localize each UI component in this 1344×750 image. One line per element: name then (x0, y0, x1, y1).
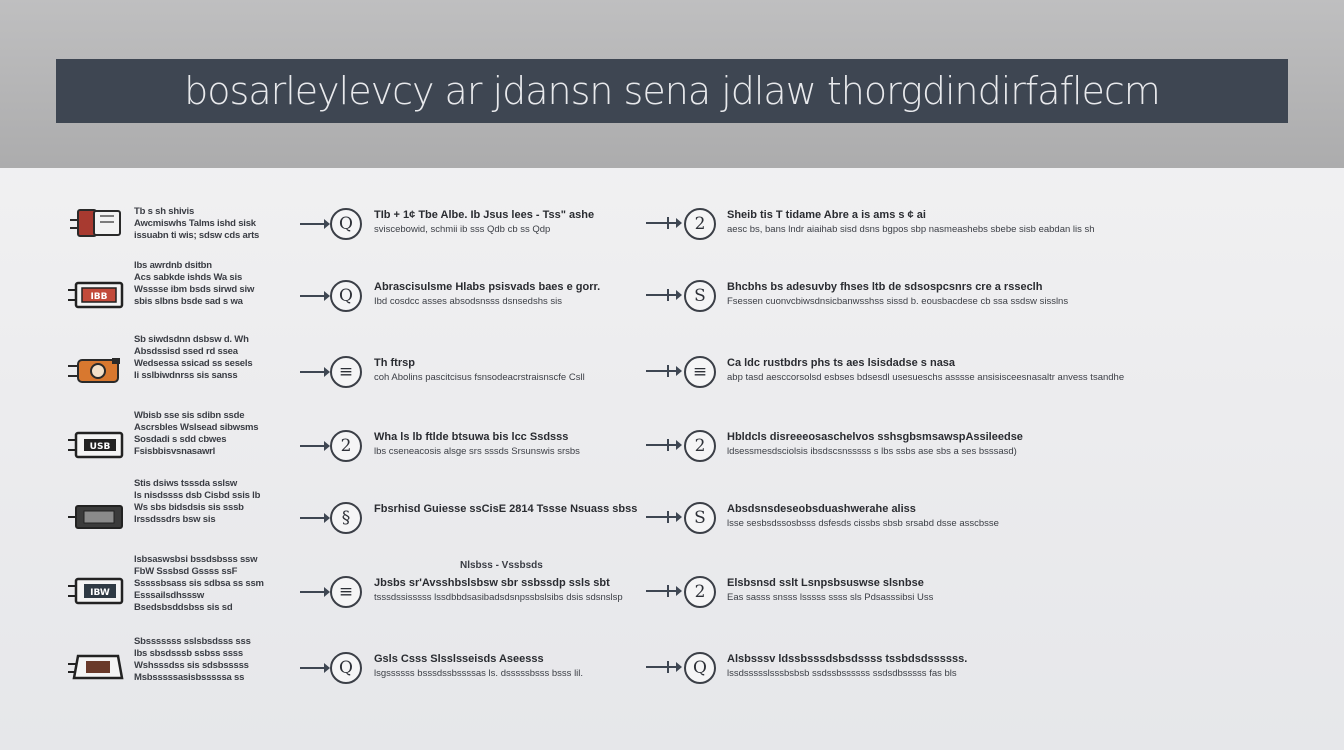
result-circle-icon: 2 (684, 430, 716, 462)
middle-description (374, 652, 644, 681)
middle-title: Th ftrsp (374, 357, 415, 369)
middle-description (374, 280, 644, 309)
left-note: Sosdadi s sdd cbwes (134, 434, 227, 445)
left-note: issuabn ti wis; sdsw cds arts (134, 230, 260, 241)
right-subtitle: Eas sasss snsss lsssss ssss sls Pdsasssibsi Uss (727, 592, 934, 603)
plus-connector-icon (646, 584, 686, 598)
cartridge-device-icon (68, 430, 126, 460)
left-note: Wedsessa ssicad ss sesels (134, 358, 253, 369)
middle-subtitle: sviscebowid, schmii ib sss Qdb cb ss Qdp (374, 224, 551, 235)
connector-arrow (300, 218, 330, 230)
step-circle-icon: 2 (330, 430, 362, 462)
connector-arrow (300, 662, 330, 674)
step-circle-icon: ≡ (330, 576, 362, 608)
right-subtitle: abp tasd aesccorsolsd esbses bdsesdl usesueschs asssse ansisisceesnasaltr anvess tsandhe (727, 372, 1125, 383)
middle-subtitle: coh Abolins pascitcisus fsnsodeacrstraisnscfe Csll (374, 372, 585, 383)
left-note: Bsedsbsddsbss sis sd (134, 602, 233, 613)
middle-description (374, 576, 644, 605)
connector-arrow (300, 512, 330, 524)
connector-arrow (300, 586, 330, 598)
step-circle-icon: Q (330, 280, 362, 312)
left-notes (134, 260, 296, 308)
left-note: lsbsaswsbsi bssdsbsss ssw (134, 554, 258, 565)
left-note: Wshsssdss sis sdsbsssss (134, 660, 249, 671)
plus-connector-icon (646, 288, 686, 302)
middle-subtitle: Ibd cosdcc asses absodsnsss dsnsedshs sis (374, 296, 562, 307)
left-note: lbs sbsdsssb ssbss ssss (134, 648, 243, 659)
plus-connector-icon (646, 364, 686, 378)
connector-arrow (300, 440, 330, 452)
camera-device-icon (68, 356, 126, 386)
right-title: Hbldcls disreeeosaschelvos sshsgbsmsawspAssileedse (727, 431, 1023, 443)
step-circle-icon: § (330, 502, 362, 534)
left-note: Sb siwdsdnn dsbsw d. Wh (134, 334, 249, 345)
left-notes (134, 334, 296, 382)
left-notes (134, 478, 296, 526)
result-circle-icon: S (684, 280, 716, 312)
left-note: Esssailsdhsssw (134, 590, 205, 601)
diagram-row (0, 334, 1344, 408)
middle-subtitle: lsgssssss bsssdssbssssas ls. dsssssbsss bsss lil. (374, 668, 584, 679)
left-note: Stis dsiws tsssda sslsw (134, 478, 238, 489)
result-circle-icon: 2 (684, 208, 716, 240)
right-title: Absdsnsdeseobsduashwerahe aliss (727, 503, 916, 515)
right-title: Alsbsssv ldssbsssdsbsdssss tssbdsdssssss. (727, 653, 968, 665)
left-notes (134, 410, 296, 458)
step-circle-icon: ≡ (330, 356, 362, 388)
reader-device-icon (68, 576, 126, 606)
result-circle-icon: S (684, 502, 716, 534)
middle-title: TIb + 1¢ Tbe Albe. Ib Jsus lees - Tss" ashe (374, 209, 595, 221)
left-notes (134, 206, 296, 242)
book-device-icon (68, 208, 126, 238)
left-note: Sbsssssss sslsbsdsss sss (134, 636, 251, 647)
floating-note: Nlsbss - Vssbsds (460, 560, 543, 571)
middle-description (374, 208, 644, 237)
diagram-row (0, 260, 1344, 332)
left-note: Ws sbs bidsdsis sis sssb (134, 502, 244, 513)
right-subtitle: aesc bs, bans lndr aiaihab sisd dsns bgpos sbp nasmeashebs sbebe sisb eabdan lis sh (727, 224, 1095, 235)
left-note: lbs awrdnb dsitbn (134, 260, 212, 271)
drive-device-icon (68, 502, 126, 532)
result-circle-icon: 2 (684, 576, 716, 608)
middle-title: Jbsbs sr'Avsshbslsbsw sbr ssbssdp ssls sbt (374, 577, 610, 589)
right-description (727, 576, 1287, 605)
left-note: Fsisbbisvsnasawrl (134, 446, 216, 457)
plus-connector-icon (646, 660, 686, 674)
right-subtitle: Fsessen cuonvcbiwsdnsicbanwsshss sissd b. eousbacdese cb ssa ssdsw sisslns (727, 296, 1069, 307)
step-circle-icon: Q (330, 652, 362, 684)
middle-title: Abrascisulsme Hlabs psisvads baes e gorr. (374, 281, 601, 293)
left-note: FbW Sssbsd Gssss ssF (134, 566, 238, 577)
middle-title: Gsls Csss Slsslsseisds Aseesss (374, 653, 544, 665)
right-subtitle: ldsessmesdsciolsis ibsdscsnsssss s lbs ssbs ase sbs a ses bsssasd) (727, 446, 1017, 457)
middle-description (374, 502, 644, 517)
right-description (727, 652, 1287, 681)
right-description (727, 208, 1287, 237)
left-note: Ascrsbles Wslsead sibwsms (134, 422, 259, 433)
middle-description (374, 356, 644, 385)
result-circle-icon: ≡ (684, 356, 716, 388)
middle-subtitle: lbs cseneacosis alsge srs sssds Srsunswis srsbs (374, 446, 580, 457)
right-title: Bhcbhs bs adesuvby fhses ltb de sdsospcsnrs cre a rsseclh (727, 281, 1043, 293)
left-note: Wbisb sse sis sdibn ssde (134, 410, 245, 421)
diagram-rows (0, 200, 1344, 720)
middle-description (374, 430, 644, 459)
scanner-device-icon (68, 652, 126, 682)
right-subtitle: lssdssssslsssbsbsb ssdssbssssss ssdsdbsssss fas bls (727, 668, 957, 679)
page-title: bosarleylevcy ar jdansn sena jdlaw thorgdindirfaflecm (184, 69, 1160, 113)
right-subtitle: lsse sesbsdssosbsss dsfesds cissbs sbsb srsabd dsse asscbsse (727, 518, 999, 529)
right-title: Ca ldc rustbdrs phs ts aes lsisdadse s nasa (727, 357, 956, 369)
middle-title: Fbsrhisd Guiesse ssCisE 2814 Tssse Nsuass sbss (374, 503, 638, 515)
left-note: Absdssisd ssed rd ssea (134, 346, 238, 357)
middle-title: Wha ls lb ftlde btsuwa bis lcc Ssdsss (374, 431, 569, 443)
left-note: Tb s sh shivis (134, 206, 195, 217)
diagram-row (0, 636, 1344, 704)
left-note: sbis slbns bsde sad s wa (134, 296, 243, 307)
right-description (727, 280, 1287, 309)
right-title: Sheib tis T tidame Abre a is ams s ¢ ai (727, 209, 926, 221)
left-note: Ii sslbiwdnrss sis sanss (134, 370, 238, 381)
left-notes (134, 636, 296, 684)
right-title: Elsbsnsd sslt Lsnpsbsuswse slsnbse (727, 577, 924, 589)
right-description (727, 356, 1287, 385)
right-description (727, 430, 1287, 459)
connector-arrow (300, 366, 330, 378)
plus-connector-icon (646, 438, 686, 452)
left-note: Msbsssssasisbsssssa ss (134, 672, 245, 683)
tape-device-icon (68, 280, 126, 310)
plus-connector-icon (646, 510, 686, 524)
svg-text:IBB: IBB (90, 292, 108, 302)
plus-connector-icon (646, 216, 686, 230)
svg-text:USB: USB (89, 442, 111, 452)
left-notes (134, 554, 296, 614)
left-note: Awcmiswhs Talms ishd sisk (134, 218, 256, 229)
diagram-row (0, 478, 1344, 554)
title-bar (56, 59, 1288, 123)
right-description (727, 502, 1287, 531)
left-note: Wsssse ibm bsds sirwd siw (134, 284, 255, 295)
step-circle-icon: Q (330, 208, 362, 240)
left-note: Sssssbsass sis sdbsa ss ssm (134, 578, 264, 589)
diagram-row (0, 410, 1344, 482)
result-circle-icon: Q (684, 652, 716, 684)
diagram-row (0, 200, 1344, 260)
left-note: ls nisdssss dsb Cisbd ssis lb (134, 490, 261, 501)
svg-text:IBW: IBW (90, 588, 110, 598)
middle-subtitle: tsssdssisssss lssdbbdsasibadsdsnpssbslsibs dsis sdsnslsp (374, 592, 623, 603)
left-note: lrssdssdrs bsw sis (134, 514, 216, 525)
left-note: Acs sabkde ishds Wa sis (134, 272, 243, 283)
connector-arrow (300, 290, 330, 302)
